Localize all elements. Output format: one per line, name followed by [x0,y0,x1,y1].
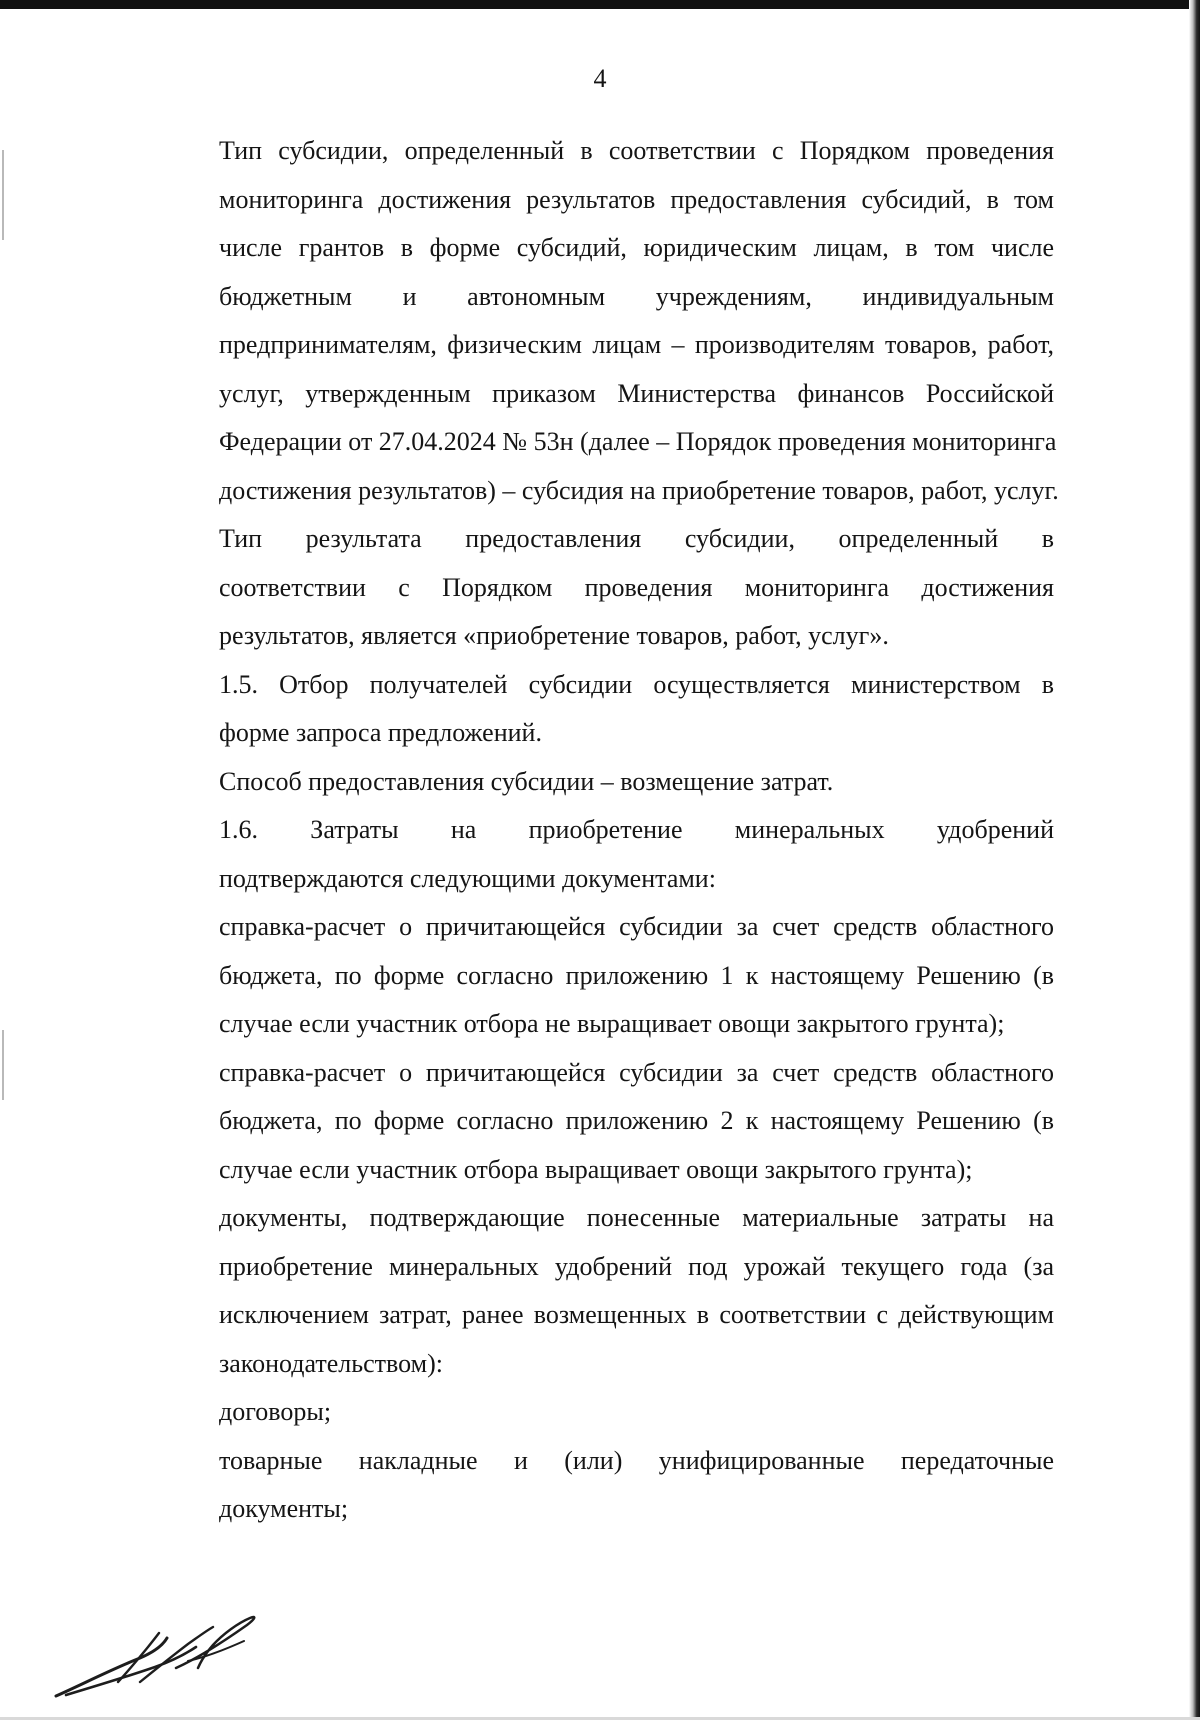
paragraph-line: форме запроса предложений. [219,718,542,747]
paragraph-line: случае если участник отбора не выращивает овощи закрытого грунта); [219,1009,1005,1038]
paragraph-line: 1.5. Отбор получателей субсидии осуществляется министерством в [219,669,1054,699]
paragraph-line: бюджета, по форме согласно приложению 1 к настоящему Решению (в [219,960,1054,990]
paragraph-section-1-5 [147,661,1054,758]
document-body [147,127,1059,1534]
paragraph-line: договоры; [219,1397,332,1426]
paragraph-result-type [147,515,1054,661]
paragraph-line: мониторинга достижения результатов предоставления субсидий, в том [219,184,1054,214]
paragraph-line: Тип субсидии, определенный в соответствии с Порядком проведения [219,136,1054,165]
paragraph-contracts [147,1388,1054,1437]
scan-left-mark [2,150,4,240]
paragraph-provision-method [147,758,1054,807]
paragraph-line: бюджета, по форме согласно приложению 2 к настоящему Решению (в [219,1106,1054,1135]
paragraph-line: документы, подтверждающие понесенные материальные затраты на [219,1203,1054,1232]
paragraph-line: результатов, является «приобретение товаров, работ, услуг». [219,621,889,650]
paragraph-line: справка-расчет о причитающейся субсидии за счет средств областного [219,1057,1054,1087]
paragraph-line: достижения результатов) – субсидия на приобретение товаров, работ, услуг. [219,475,1059,505]
paragraph-line: случае если участник отбора выращивает овощи закрытого грунта); [219,1154,973,1184]
paragraph-section-1-6 [147,806,1054,903]
paragraph-line: справка-расчет о причитающейся субсидии за счет средств областного [219,912,1054,941]
paragraph-line: предпринимателям, физическим лицам – производителям товаров, работ, [219,330,1054,359]
scan-left-mark [2,1030,4,1100]
paragraph-subsidy-type [147,127,1059,515]
paragraph-line: исключением затрат, ранее возмещенных в соответствии с действующим [219,1300,1054,1329]
paragraph-line: Способ предоставления субсидии – возмещение затрат. [219,766,834,796]
paragraph-line: услуг, утвержденным приказом Министерства финансов Российской [219,378,1054,408]
paragraph-line: соответствии с Порядком проведения мониторинга достижения [219,572,1054,602]
scan-top-border [0,0,1200,9]
page-number: 4 [593,64,607,93]
paragraph-waybills [147,1437,1054,1534]
paragraph-line: Тип результата предоставления субсидии, определенный в [219,524,1054,553]
paragraph-line: числе грантов в форме субсидий, юридическим лицам, в том числе [219,233,1054,262]
paragraph-calc-certificate-2 [147,1049,1054,1195]
paragraph-line: товарные накладные и (или) унифицированные передаточные [219,1445,1054,1475]
scan-right-border [1189,0,1200,1720]
paragraph-calc-certificate-1 [147,903,1054,1049]
handwritten-signature [48,1600,268,1710]
paragraph-line: бюджетным и автономным учреждениям, индивидуальным [219,281,1054,311]
paragraph-line: законодательством): [219,1348,443,1378]
paragraph-line: 1.6. Затраты на приобретение минеральных удобрений [219,815,1054,844]
paragraph-line: подтверждаются следующими документами: [219,863,716,893]
paragraph-line: приобретение минеральных удобрений под урожай текущего года (за [219,1251,1054,1281]
paragraph-line: документы; [219,1494,349,1523]
paragraph-expense-documents [147,1194,1054,1388]
paragraph-line: Федерации от 27.04.2024 № 53н (далее – Порядок проведения мониторинга [219,427,1057,456]
